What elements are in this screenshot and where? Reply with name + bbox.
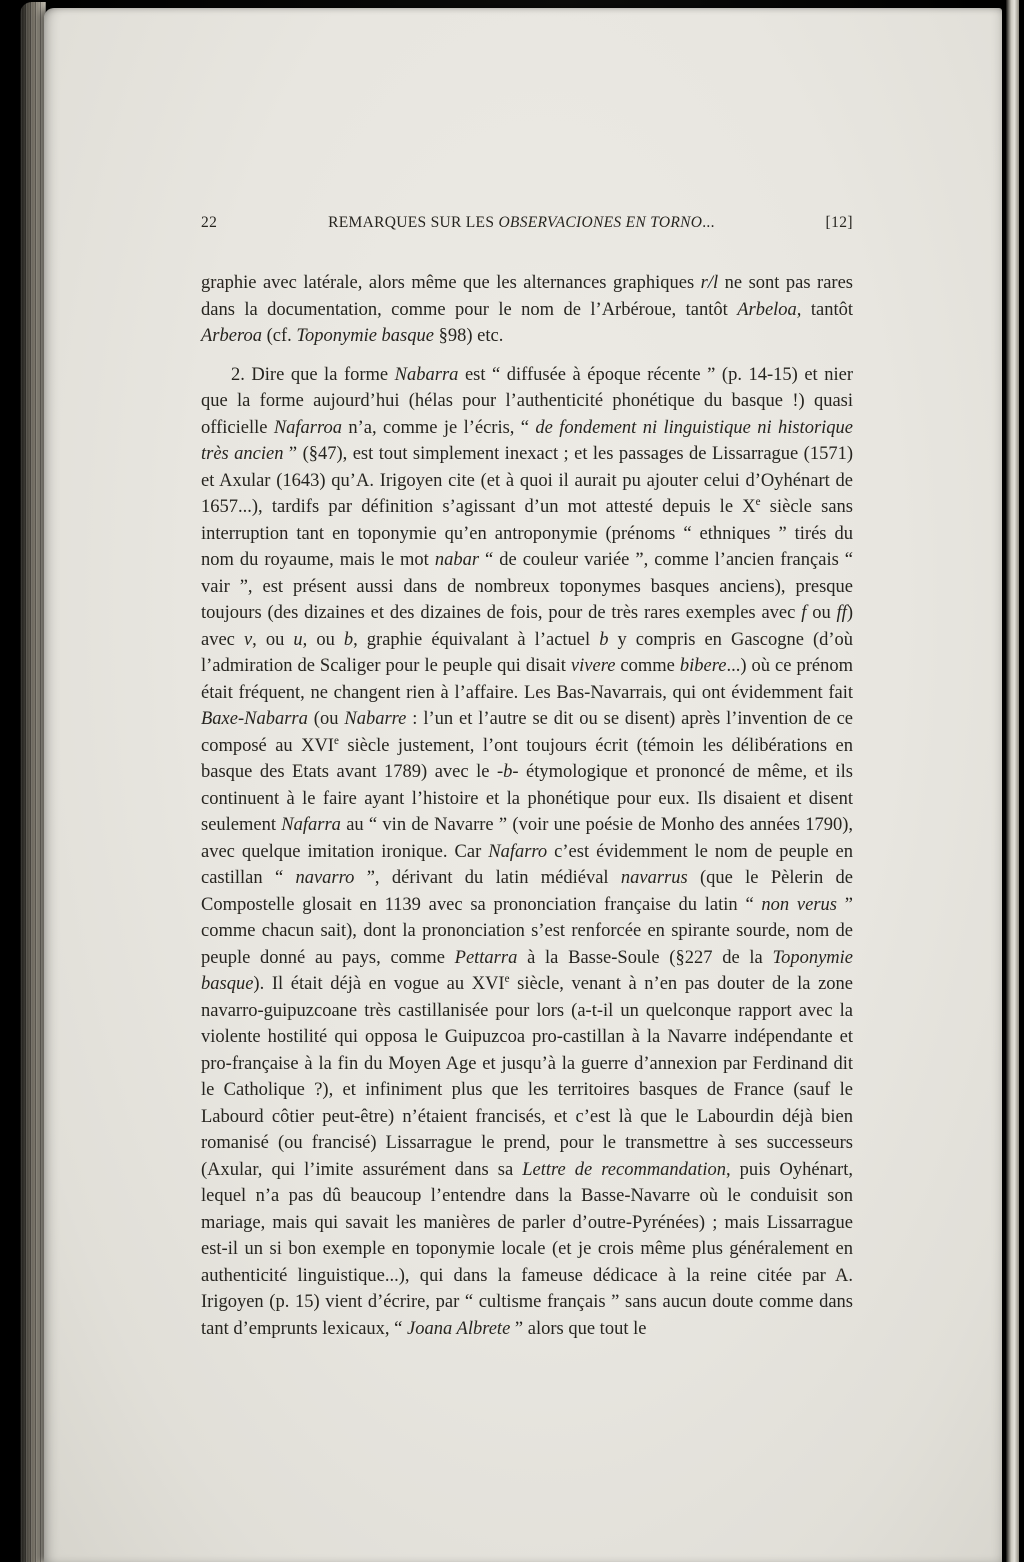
paragraph: graphie avec latérale, alors même que les alternances graphiques r/l ne sont pas rares dans la documentation, comme pour le nom de l’Arbéroue, tantôt Arbeloa, tantôt Arberoa (cf. Toponymie basque §98) etc. [201, 273, 854, 346]
bracket-citation-number: [12] [825, 214, 853, 231]
page-content [201, 214, 853, 1342]
running-title: REMARQUES SUR LES OBSERVACIONES EN TORNO... [328, 214, 715, 231]
book-page [44, 8, 1002, 1562]
body-text [201, 270, 853, 1342]
next-page-edge [1006, 0, 1019, 1562]
running-header [201, 214, 853, 232]
paragraph: 2. Dire que la forme Nabarra est “ diffusée à époque récente ” (p. 14-15) et nier que la forme aujourd’hui (hélas pour l’authenticité phonétique du basque !) quasi officielle Nafarroa n’a, comme je l’écris, “ de fondement ni linguistique ni historique très ancien ” (§47), est tout simplement inexact ; et les passages de Lissarrague (1571) et Axular (1643) qu’A. Irigoyen cite (et à quoi il aurait pu ajouter celui d’Oyhénart de 1657...), tardifs par définition s’agissant d’un mot attesté depuis le Xe siècle sans interruption tant en toponymie qu’en antroponymie (prénoms “ ethniques ” tirés du nom du royaume, mais le mot nabar “ de couleur variée ”, comme l’ancien français “ vair ”, est présent aussi dans de nombreux toponymes basques anciens), presque toujours (des dizaines et des dizaines de fois, pour de très rares exemples avec f ou ff) avec v, ou u, ou b, graphie équivalant à l’actuel b y compris en Gascogne (d’où l’admiration de Scaliger pour le peuple qui disait vivere comme bibere...) où ce prénom était fréquent, ne changent rien à l’affaire. Les Bas-Navarrais, qui ont évidemment fait Baxe-Nabarra (ou Nabarre : l’un et l’autre se dit ou se disent) après l’invention de ce composé au XVIe siècle justement, l’ont toujours écrit (témoin les délibérations en basque des Etats avant 1789) avec le -b- étymologique et prononcé de même, et ils continuent à le faire ayant l’histoire et la phonétique pour eux. Ils disaient et disent seulement Nafarra au “ vin de Navarre ” (voir une poésie de Monho des années 1790), avec quelque imitation ironique. Car Nafarro c’est évidemment le nom de peuple en castillan “ navarro ”, dérivant du latin médiéval navarrus (que le Pèlerin de Compostelle glosait en 1139 avec sa prononciation française du latin “ non verus ” comme chacun sait), dont la prononciation s’est renforcée en spirante sourde, nom de peuple donné au pays, comme Pettarra à la Basse-Soule (§227 de la Toponymie basque). Il était déjà en vogue au XVIe siècle, venant à n’en pas douter de la zone navarro-guipuzcoane très castillanisée pour lors (a-t-il un quelconque rapport avec la violente hostilité qui opposa le Guipuzcoa pro-castillan à la Navarre indépendante et pro-française à la fin du Moyen Age et jusqu’à la guerre d’annexion par Ferdinand dit le Catholique ?), et infiniment plus que les territoires basques de France (sauf le Labourd côtier peut-être) n’étaient francisés, et c’est là que le Labourdin déjà bien romanisé (ou francisé) Lissarrague le prend, pour le transmettre à ses successeurs (Axular, qui l’imite assurément dans sa Lettre de recommandation, puis Oyhénart, lequel n’a pas dû beaucoup l’entendre dans la Basse-Navarre où le conduisit son mariage, mais qui savait les manières de parler d’outre-Pyrénées) ; mais Lissarrague est-il un si bon exemple en toponymie locale (et je crois même plus généralement en authenticité linguistique...), qui dans la fameuse dédicace à la reine citée par A. Irigoyen (p. 15) vient d’écrire, par “ cultisme français ” sans aucun doute comme dans tant d’emprunts lexicaux, “ Joana Albrete ” alors que tout le [201, 364, 854, 1339]
page-number: 22 [201, 214, 218, 231]
book-page-edges [20, 2, 46, 1562]
